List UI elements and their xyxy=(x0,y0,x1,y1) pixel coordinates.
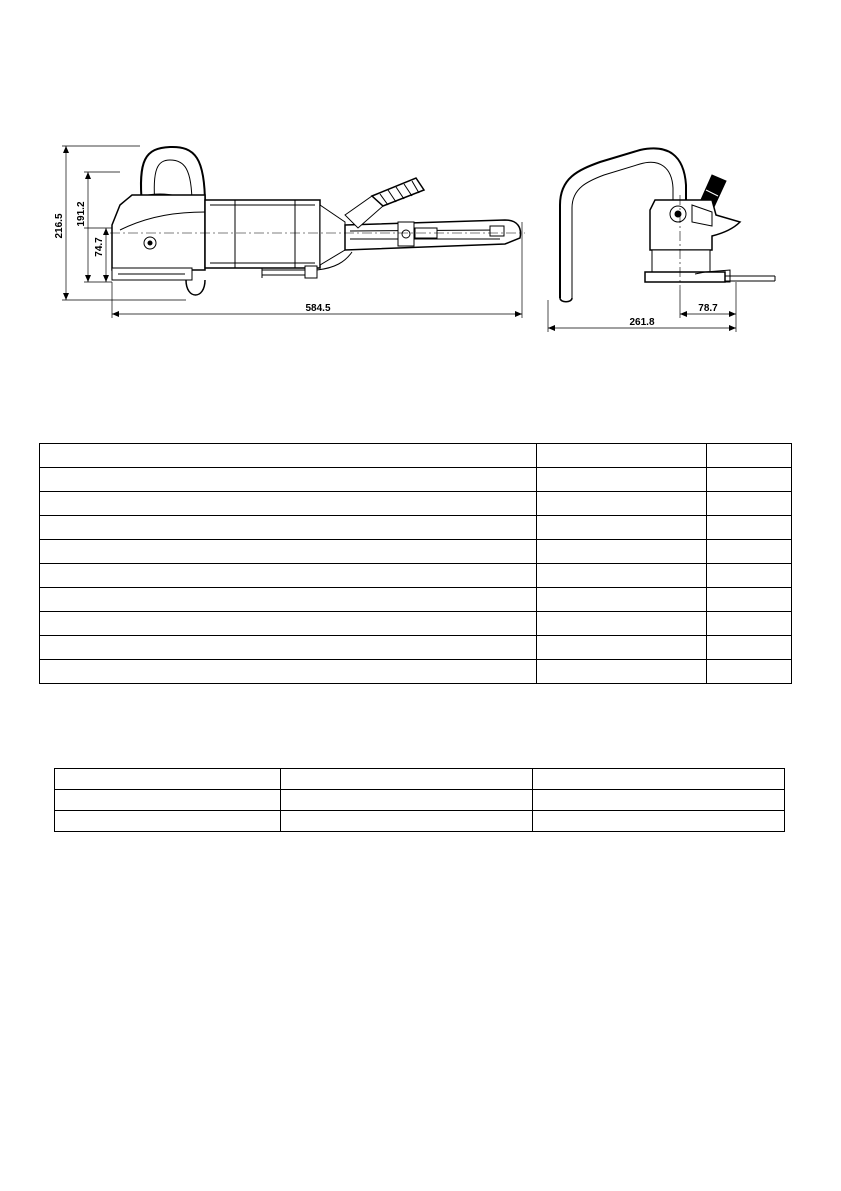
table-cell xyxy=(537,540,707,564)
dim-overall-height: 216.5 xyxy=(54,213,65,239)
table-cell xyxy=(40,660,537,684)
table-cell xyxy=(40,468,537,492)
table-cell xyxy=(533,811,785,832)
spec-table-row xyxy=(40,612,792,636)
table-cell xyxy=(281,790,533,811)
table-cell xyxy=(40,612,537,636)
spec-table-row xyxy=(40,492,792,516)
table-cell xyxy=(707,492,792,516)
dim-overall-length: 584.5 xyxy=(305,303,331,314)
table-cell xyxy=(537,636,707,660)
dim-handle-height: 191.2 xyxy=(76,201,87,227)
table-cell xyxy=(40,516,537,540)
table-cell xyxy=(40,564,537,588)
table-cell xyxy=(707,444,792,468)
summary-table-row xyxy=(55,769,785,790)
summary-table xyxy=(54,768,785,832)
spec-table-row xyxy=(40,588,792,612)
table-cell xyxy=(537,468,707,492)
table-cell xyxy=(707,564,792,588)
spec-table-row xyxy=(40,660,792,684)
table-cell xyxy=(40,636,537,660)
table-cell xyxy=(40,588,537,612)
spec-table-row xyxy=(40,636,792,660)
table-cell xyxy=(537,660,707,684)
table-cell xyxy=(40,540,537,564)
table-cell xyxy=(707,660,792,684)
table-cell xyxy=(707,588,792,612)
summary-table-row xyxy=(55,811,785,832)
technical-drawing xyxy=(0,0,841,360)
spec-table-row xyxy=(40,516,792,540)
table-cell xyxy=(55,790,281,811)
spec-table-row xyxy=(40,468,792,492)
spec-table-row xyxy=(40,444,792,468)
summary-table-row xyxy=(55,790,785,811)
table-cell xyxy=(533,790,785,811)
table-cell xyxy=(707,636,792,660)
dim-base-offset: 78.7 xyxy=(698,303,718,314)
table-cell xyxy=(537,612,707,636)
front-view-drawing xyxy=(560,148,775,301)
table-cell xyxy=(533,769,785,790)
table-cell xyxy=(537,588,707,612)
dim-overall-width: 261.8 xyxy=(629,317,655,328)
table-cell xyxy=(707,540,792,564)
table-cell xyxy=(281,811,533,832)
spec-table xyxy=(39,443,792,684)
table-cell xyxy=(707,516,792,540)
spec-table-row xyxy=(40,540,792,564)
table-cell xyxy=(55,811,281,832)
table-cell xyxy=(40,492,537,516)
side-view-drawing xyxy=(110,147,525,295)
table-cell xyxy=(707,612,792,636)
table-cell xyxy=(707,468,792,492)
table-cell xyxy=(537,444,707,468)
table-cell xyxy=(281,769,533,790)
spec-table-row xyxy=(40,564,792,588)
table-cell xyxy=(40,444,537,468)
table-cell xyxy=(55,769,281,790)
table-cell xyxy=(537,492,707,516)
dim-base-height: 74.7 xyxy=(94,237,105,257)
table-cell xyxy=(537,564,707,588)
table-cell xyxy=(537,516,707,540)
